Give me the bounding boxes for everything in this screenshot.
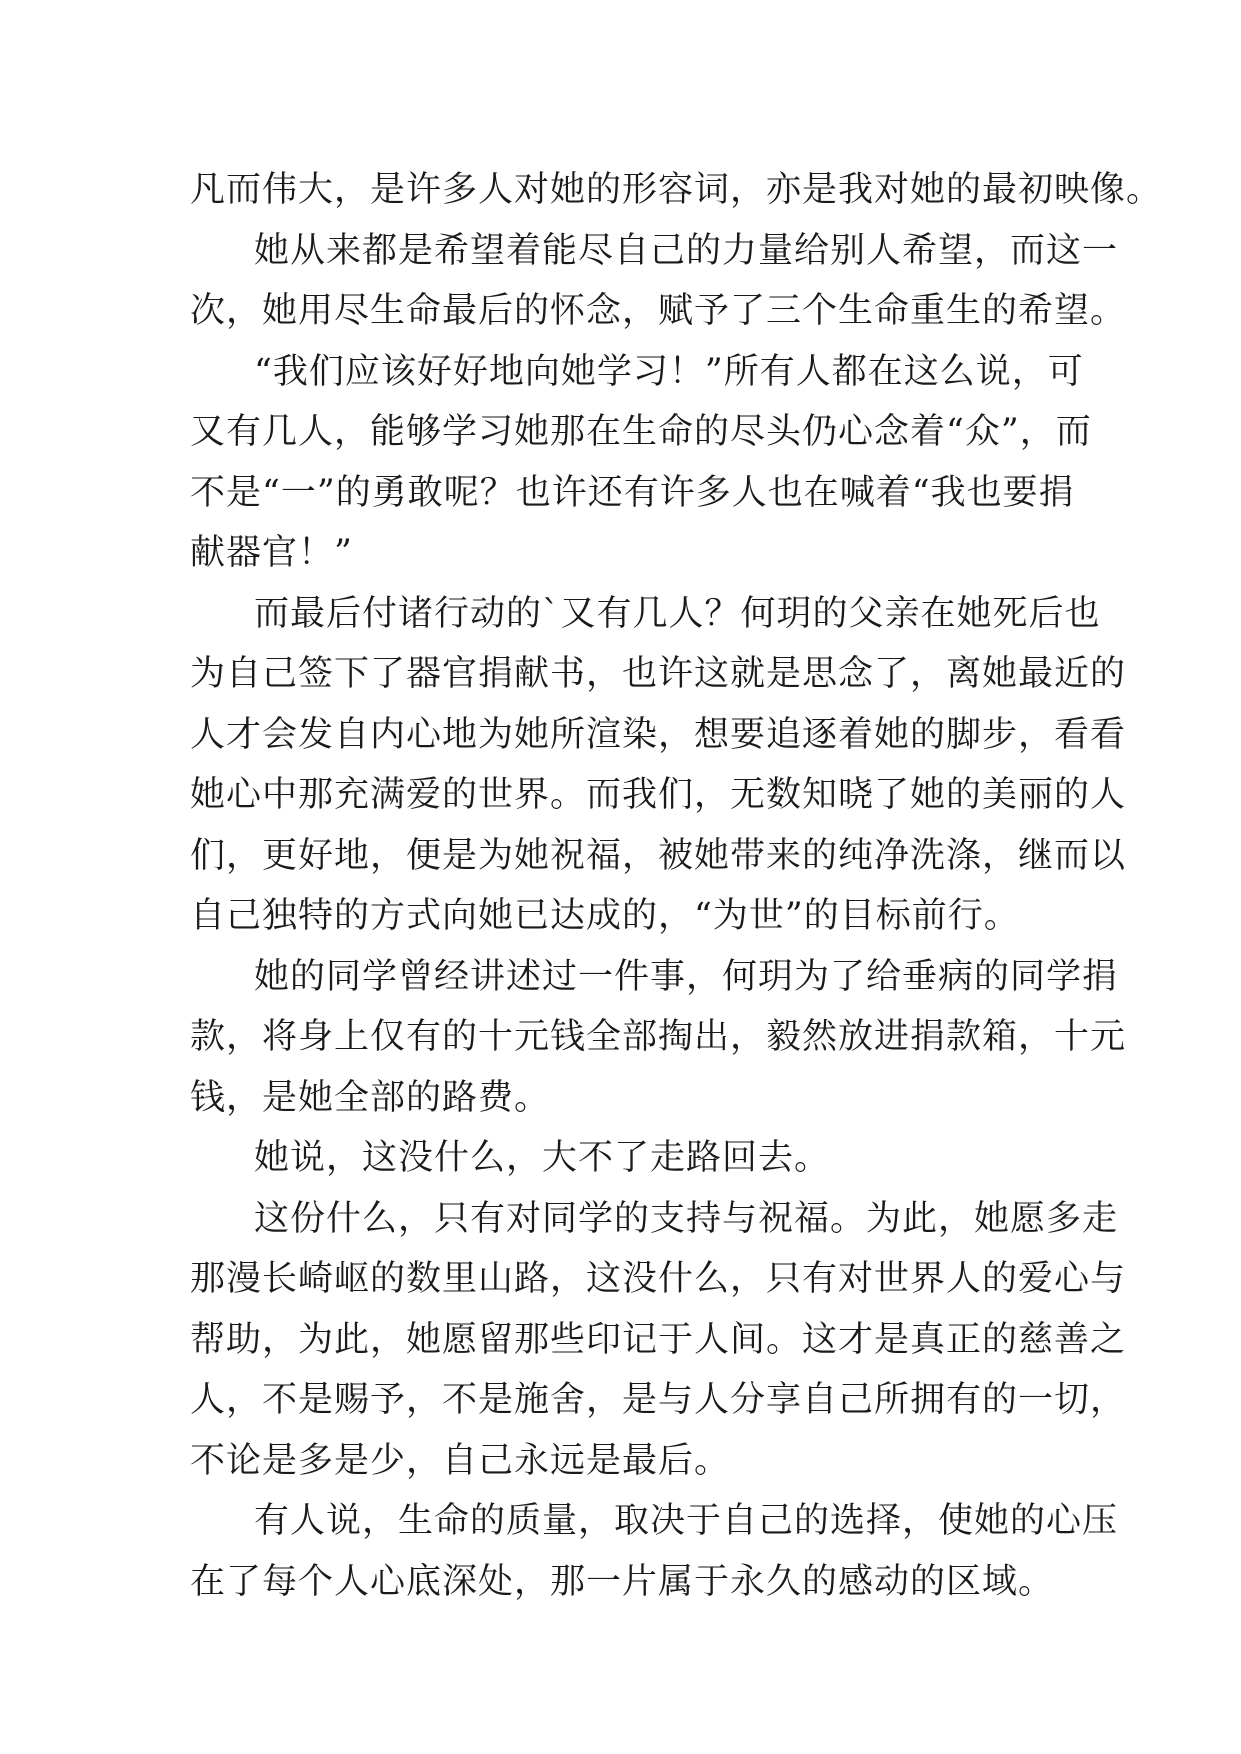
text-line: “我们应该好好地向她学习！”所有人都在这么说，可 xyxy=(254,351,1084,392)
text-line: 自己独特的方式向她已达成的，“为世”的目标前行。 xyxy=(190,896,1020,936)
text-line: 人，不是赐予，不是施舍，是与人分享自己所拥有的一切， xyxy=(190,1380,1127,1420)
text-line: 她说，这没什么，大不了走路回去。 xyxy=(254,1138,831,1178)
text-line: 她从来都是希望着能尽自己的力量给别人希望，而这一 xyxy=(254,230,1119,271)
text-line: 她的同学曾经讲述过一件事，何玥为了给垂病的同学捐 xyxy=(254,956,1119,997)
text-line: 又有几人，能够学习她那在生命的尽头仍心念着“众”，而 xyxy=(190,412,1092,452)
text-line: 而最后付诸行动的`又有几人？何玥的父亲在她死后也 xyxy=(254,593,1101,634)
text-line: 为自己签下了器官捐献书，也许这就是思念了，离她最近的 xyxy=(190,654,1127,694)
text-line: 那漫长崎岖的数里山路，这没什么，只有对世界人的爱心与 xyxy=(190,1259,1127,1299)
text-line: 不论是多是少，自己永远是最后。 xyxy=(190,1440,731,1481)
text-line: 钱，是她全部的路费。 xyxy=(190,1077,551,1118)
text-line: 帮助，为此，她愿留那些印记于人间。这才是真正的慈善之 xyxy=(190,1319,1127,1360)
text-line: 献器官！” xyxy=(190,533,353,573)
text-line: 不是“一”的勇敢呢？也许还有许多人也在喊着“我也要捐 xyxy=(190,472,1075,513)
text-line: 款，将身上仅有的十元钱全部掏出，毅然放进捐款箱，十元 xyxy=(190,1017,1127,1057)
text-line: 们，更好地，便是为她祝福，被她带来的纯净洗涤，继而以 xyxy=(190,835,1127,876)
text-line: 凡而伟大，是许多人对她的形容词，亦是我对她的最初映像。 xyxy=(190,170,1163,210)
document-body xyxy=(190,160,1163,1612)
text-line: 在了每个人心底深处，那一片属于永久的感动的区域。 xyxy=(190,1561,1055,1602)
text-line: 次，她用尽生命最后的怀念，赋予了三个生命重生的希望。 xyxy=(190,291,1127,331)
text-line: 有人说，生命的质量，取决于自己的选择，使她的心压 xyxy=(254,1501,1119,1541)
text-line: 她心中那充满爱的世界。而我们，无数知晓了她的美丽的人 xyxy=(190,775,1127,815)
text-line: 这份什么，只有对同学的支持与祝福。为此，她愿多走 xyxy=(254,1198,1119,1239)
text-line: 人才会发自内心地为她所渲染，想要追逐着她的脚步，看看 xyxy=(190,714,1127,755)
